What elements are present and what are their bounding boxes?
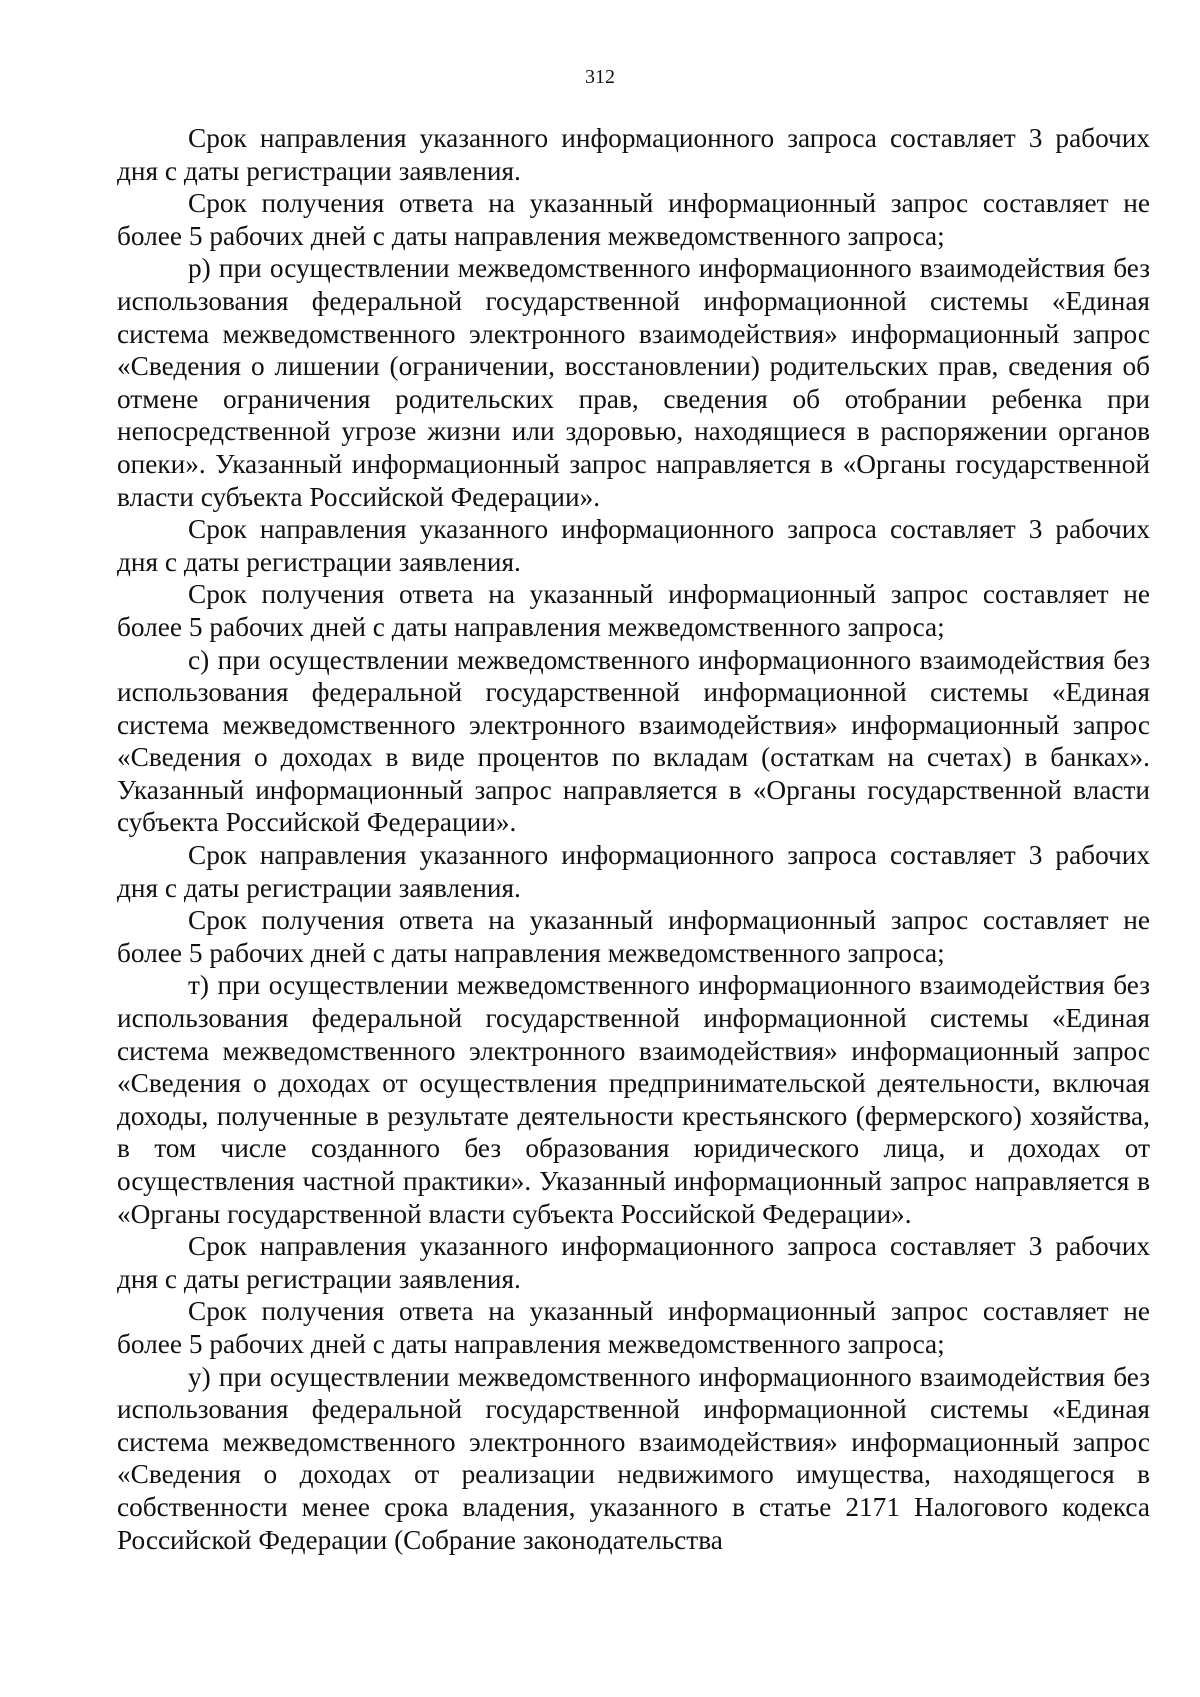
paragraph-item-s: с) при осуществлении межведомственного информационного взаимодействия без использования федеральной государственной информационной системы «Единая система межведомственного электронного взаимодействия» информационный запрос «Сведения о доходах в виде процентов по вкладам (остаткам на счетах) в банках». Указанный информационный запрос направляется в «Органы государственной власти субъекта Российской Федерации». <box>117 644 1150 838</box>
paragraph-deadline-response-4: Срок получения ответа на указанный информационный запрос составляет не более 5 рабочих дней с даты направления межведомственного запроса; <box>117 1296 1150 1359</box>
paragraph-deadline-send-3: Срок направления указанного информационного запроса составляет 3 рабочих дня с даты регистрации заявления. <box>117 840 1150 903</box>
paragraph-deadline-send-4: Срок направления указанного информационного запроса составляет 3 рабочих дня с даты регистрации заявления. <box>117 1231 1150 1294</box>
paragraph-item-u: у) при осуществлении межведомственного информационного взаимодействия без использования федеральной государственной информационной системы «Единая система межведомственного электронного взаимодействия» информационный запрос «Сведения о доходах от реализации недвижимого имущества, находящегося в собственности менее срока владения, указанного в статье 2171 Налогового кодекса Российской Федерации (Собрание законодательства <box>117 1361 1150 1555</box>
page-number: 312 <box>585 66 615 88</box>
paragraph-deadline-response-2: Срок получения ответа на указанный информационный запрос составляет не более 5 рабочих дней с даты направления межведомственного запроса; <box>117 579 1150 642</box>
document-body <box>117 122 1150 1556</box>
paragraph-deadline-send-1: Срок направления указанного информационного запроса составляет 3 рабочих дня с даты регистрации заявления. <box>117 123 1150 186</box>
paragraph-item-r: р) при осуществлении межведомственного информационного взаимодействия без использования федеральной государственной информационной системы «Единая система межведомственного электронного взаимодействия» информационный запрос «Сведения о лишении (ограничении, восстановлении) родительских прав, сведения об отмене ограничения родительских прав, сведения об отобрании ребенка при непосредственной угрозе жизни или здоровью, находящиеся в распоряжении органов опеки». Указанный информационный запрос направляется в «Органы государственной власти субъекта Российской Федерации». <box>117 253 1150 512</box>
paragraph-deadline-response-3: Срок получения ответа на указанный информационный запрос составляет не более 5 рабочих дней с даты направления межведомственного запроса; <box>117 905 1150 968</box>
paragraph-deadline-send-2: Срок направления указанного информационного запроса составляет 3 рабочих дня с даты регистрации заявления. <box>117 514 1150 577</box>
paragraph-deadline-response-1: Срок получения ответа на указанный информационный запрос составляет не более 5 рабочих дней с даты направления межведомственного запроса; <box>117 188 1150 251</box>
paragraph-item-t: т) при осуществлении межведомственного информационного взаимодействия без использования федеральной государственной информационной системы «Единая система межведомственного электронного взаимодействия» информационный запрос «Сведения о доходах от осуществления предпринимательской деятельности, включая доходы, полученные в результате деятельности крестьянского (фермерского) хозяйства, в том числе созданного без образования юридического лица, и доходах от осуществления частной практики». Указанный информационный запрос направляется в «Органы государственной власти субъекта Российской Федерации». <box>117 970 1150 1229</box>
